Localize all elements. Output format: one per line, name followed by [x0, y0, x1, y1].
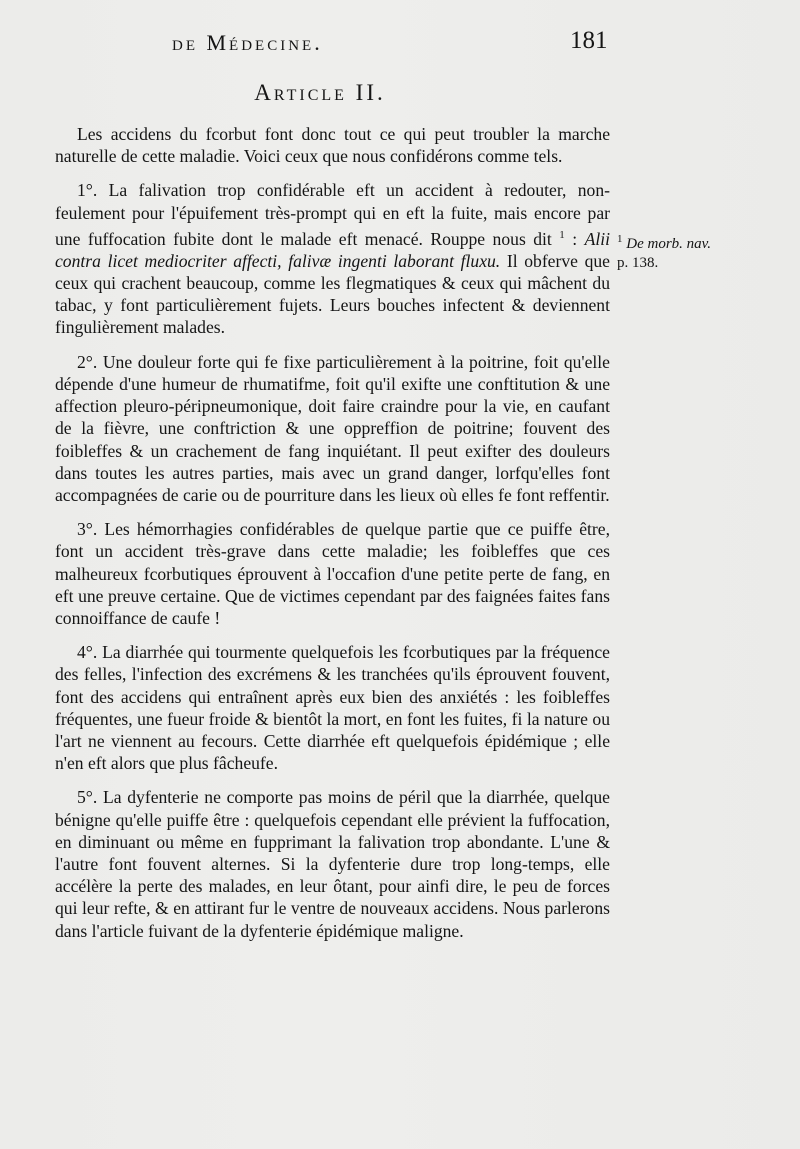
latin-quotation: Alii contra licet mediocriter affecti, falivæ ingenti laborant fluxu. [55, 228, 611, 271]
margin-footnote [617, 230, 787, 273]
margin-footnote-marker: 1 [617, 233, 623, 245]
paragraph-intro: Les accidens du fcorbut font donc tout ce qui peut troubler la marche naturelle de cette maladie. Voici ceux que nous confidérons comme tels. [55, 124, 610, 167]
paragraph-1-colon: : [564, 228, 585, 249]
paragraph-5: 5°. La dyfenterie ne comporte pas moins de péril que la diarrhée, quelque bénigne qu'elle puiffe être : quelquefois cependant elle prévient la fuffocation, en diminuant ou même en fupprimant la falivation trop abondante. L'une & l'autre font fouvent alternes. Si la dyfenterie dure trop long-temps, elle accélère la perte des malades, en leur ôtant, pour ainfi dire, le peu de forces qui leur refte, & en attirant fur le ventre de nouveaux accidens. Nous parlerons dans l'article fuivant de la dyfenterie épidémique maligne. [55, 787, 610, 941]
paragraph-3: 3°. Les hémorrhagies confidérables de quelque partie que ce puiffe être, font un accident très-grave dans cette maladie; les foibleffes que ces malheureux fcorbutiques éprouvent à l'occafion d'une petite perte de fang, en eft une preuve certaine. Que de victimes cependant par des faignées faites fans connoiffance de caufe ! [55, 519, 610, 628]
running-title: de Médecine. [172, 30, 323, 55]
paragraph-1-text-a: 1°. La falivation trop confidérable eft un accident à redouter, non-feulement pour l'épuifement très-prompt qui en eft la fuite, mais encore par une fuffocation fubite dont le malade eft menacé. Rouppe nous dit [55, 180, 610, 249]
paragraph-1 [55, 179, 610, 338]
paragraph-4: 4°. La diarrhée qui tourmente quelquefois les fcorbutiques par la fréquence des felles, l'infection des excrémens & les tranchées qu'ils éprouvent fouvent, font des accidens qui entraînent après eux bien des anxiétés : les foibleffes fréquentes, une fueur froide & bientôt la mort, en font les fuites, fi la nature ou l'art ne viennent au fecours. Cette diarrhée eft quelquefois épidémique ; elle n'en eft alors que plus fâcheufe. [55, 642, 610, 774]
page-number: 181 [570, 27, 608, 54]
footnote-marker: 1 [559, 228, 565, 241]
paragraph-2: 2°. Une douleur forte qui fe fixe particulièrement à la poitrine, foit qu'elle dépende d'une humeur de rhumatifme, foit qu'il exifte une conftitution & une affection pleuro-péripneumonique, doit faire craindre pour la vie, en caufant de la fièvre, une conftriction & une oppreffion de poitrine; fouvent des foibleffes & un crachement de fang inquiétant. Il peut exifter des douleurs dans toutes les autres parties, mais avec un grand danger, lorfqu'elles font accompagnées de carie ou de pourriture dans les lieux où elles fe font reffentir. [55, 351, 610, 505]
margin-footnote-reference: De morb. nav. [626, 236, 711, 252]
paragraph-1-text-b: Il obferve que ceux qui crachent beaucoup, comme les flegmatiques & ceux qui mâchent du tabac, y font particulièrement fujets. Leurs bouches infectent & deviennent fingulièrement malades. [55, 250, 610, 338]
margin-footnote-page: p. 138. [617, 255, 659, 271]
article-body [55, 123, 610, 954]
article-title: Article II. [254, 80, 386, 105]
